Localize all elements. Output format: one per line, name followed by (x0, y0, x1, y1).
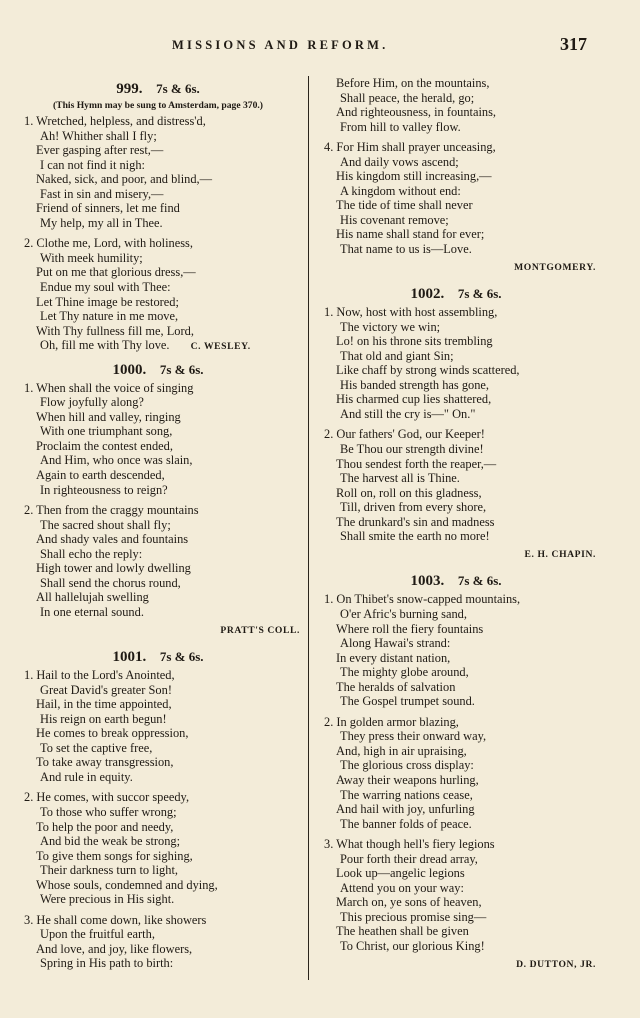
verse-line: Whose souls, condemned and dying, (36, 877, 218, 892)
verse-line: To those who suffer wrong; (40, 804, 177, 819)
verse-line: In righteousness to reign? (40, 482, 168, 497)
verse-line: Shall echo the reply: (40, 546, 143, 561)
hymn-heading (16, 80, 300, 98)
hymn-meter: 7s & 6s. (159, 649, 204, 665)
verse (316, 140, 596, 256)
verse-line: Ah! Whither shall I fly; (40, 128, 157, 143)
verse-line: With one triumphant song, (40, 424, 173, 439)
verse-line: And hail with joy, unfurling (336, 802, 475, 817)
verse-line: The mighty globe around, (340, 665, 469, 680)
verse-line: Thou sendest forth the reaper,— (336, 456, 497, 471)
verse-line: In one eternal sound. (40, 604, 144, 619)
verse-line: The warring nations cease, (340, 787, 473, 802)
verse-line: Ever gasping after rest,— (36, 143, 164, 158)
verse-line: That name to us is—Love. (340, 242, 472, 257)
verse-line: Proclaim the contest ended, (36, 438, 173, 453)
verse-line: From hill to valley flow. (340, 119, 461, 134)
verse-line: Shall peace, the herald, go; (340, 90, 475, 105)
verse (316, 837, 596, 953)
verse-line: 1. When shall the voice of singing (24, 380, 194, 395)
verse-line: His banded strength has gone, (340, 377, 490, 392)
verse-line: 1. Now, host with host assembling, (324, 305, 498, 320)
verse-line: The glorious cross display: (340, 758, 474, 773)
verse-line: The banner folds of peace. (340, 816, 472, 831)
verse (16, 236, 300, 354)
hymn-author: PRATT'S COLL. (220, 624, 300, 636)
verse-line: Be Thou our strength divine! (340, 442, 484, 457)
verse-line: To give them songs for sighing, (36, 848, 193, 863)
verse (16, 913, 300, 971)
verse (16, 114, 300, 230)
verse-line: And rule in equity. (40, 769, 133, 784)
verse-line: To help the poor and needy, (36, 819, 174, 834)
verse-line: Naked, sick, and poor, and blind,— (36, 172, 213, 187)
verse-line: The drunkard's sin and madness (336, 514, 495, 529)
verse-line: All hallelujah swelling (36, 590, 149, 605)
verse-line: Endue my soul with Thee: (40, 280, 171, 295)
verse-line: Lo! on his throne sits trembling (336, 334, 493, 349)
hymn-number: 1000. (112, 361, 147, 378)
page-number: 317 (560, 34, 587, 54)
running-title: MISSIONS AND REFORM. (172, 38, 389, 52)
hymn-1000 (16, 361, 300, 638)
page-header (0, 34, 640, 58)
hymn-1002 (316, 285, 596, 562)
hymn-number: 1002. (410, 286, 445, 303)
verse-line: Spring in His path to birth: (40, 956, 174, 971)
verse-line: Were precious in His sight. (40, 892, 175, 907)
verse-line: With meek humility; (40, 250, 143, 265)
verse-line: Where roll the fiery fountains (336, 621, 484, 636)
verse (316, 427, 596, 543)
column-divider (308, 76, 309, 980)
hymn-999 (16, 80, 300, 355)
verse-line: 1. On Thibet's snow-capped mountains, (324, 592, 521, 607)
verse-line: 3. What though hell's fiery legions (324, 837, 495, 852)
hymn-heading (16, 648, 300, 666)
verse (16, 503, 300, 619)
hymn-author: C. WESLEY. (190, 341, 251, 353)
verse-line: And love, and joy, like flowers, (36, 941, 193, 956)
verse (16, 790, 300, 906)
verse-line: The Gospel trumpet sound. (340, 694, 475, 709)
verse-line: To Christ, our glorious King! (340, 938, 485, 953)
verse-line: The heathen shall be given (336, 924, 469, 939)
hymn-heading (16, 361, 300, 379)
verse (316, 592, 596, 708)
verse-line: And daily vows ascend; (340, 154, 459, 169)
verse-line: Look up—angelic legions (336, 866, 465, 881)
verse-line: And still the cry is—" On." (340, 406, 476, 421)
verse-line: And shady vales and fountains (36, 532, 189, 547)
verse-line: Like chaff by strong winds scattered, (336, 363, 520, 378)
verse (316, 305, 596, 421)
verse (316, 76, 596, 134)
verse-line: Great David's greater Son! (40, 682, 172, 697)
hymn-meter: 7s & 6s. (457, 573, 502, 589)
verse-line: Roll on, roll on this gladness, (336, 485, 482, 500)
tune-note: (This Hymn may be sung to Amsterdam, page 370.) (52, 100, 263, 111)
verse-line: Along Hawai's strand: (340, 636, 451, 651)
verse-line: His charmed cup lies shattered, (336, 392, 492, 407)
verse-line: Let Thine image be restored; (36, 294, 179, 309)
verse-line: Attend you on your way: (340, 880, 464, 895)
verse-line: Shall smite the earth no more! (340, 529, 490, 544)
verse-line: Before Him, on the mountains, (336, 76, 490, 90)
verse-line: Put on me that glorious dress,— (36, 265, 196, 280)
verse-line: 1. Wretched, helpless, and distress'd, (24, 114, 206, 128)
verse-line: The heralds of salvation (336, 679, 456, 694)
hymn-1003 (316, 572, 596, 972)
verse (16, 381, 300, 497)
verse-line: And, high in air upraising, (336, 743, 467, 758)
hymn-1001-continued (316, 76, 596, 275)
hymn-number: 1001. (112, 649, 147, 666)
left-column (16, 76, 300, 977)
hymn-number: 1003. (410, 573, 445, 590)
hymn-meter: 7s & 6s. (457, 286, 502, 302)
verse-line: His kingdom still increasing,— (336, 169, 492, 184)
verse-line: Fast in sin and misery,— (40, 186, 164, 201)
verse-line: Let Thy nature in me move, (40, 309, 179, 324)
verse-line: And Him, who once was slain, (40, 453, 193, 468)
hymn-meter: 7s & 6s. (159, 361, 204, 377)
verse-line: Hail, in the time appointed, (36, 697, 172, 712)
verse-line: Pour forth their dread array, (340, 851, 478, 866)
verse-line: 1. Hail to the Lord's Anointed, (24, 668, 175, 683)
verse-line: March on, ye sons of heaven, (336, 895, 482, 910)
verse-line: High tower and lowly dwelling (36, 561, 191, 576)
verse-line: They press their onward way, (340, 729, 487, 744)
verse-line: His covenant remove; (340, 212, 449, 227)
verse-line: That old and giant Sin; (340, 348, 454, 363)
verse-line: A kingdom without end: (340, 183, 461, 198)
verse-line: Upon the fruitful earth, (40, 927, 155, 942)
hymn-heading (316, 285, 596, 303)
verse-line (16, 338, 300, 355)
hymn-author: E. H. CHAPIN. (524, 548, 596, 560)
verse-line: 4. For Him shall prayer unceasing, (324, 140, 496, 155)
verse (16, 668, 300, 784)
verse-line: 2. Then from the craggy mountains (24, 503, 199, 518)
hymn-number: 999. (116, 81, 143, 97)
verse-line: I can not find it nigh: (40, 157, 145, 172)
verse-line: This precious promise sing— (340, 909, 487, 924)
hymn-1001 (16, 648, 300, 971)
verse-line: The sacred shout shall fly; (40, 517, 171, 532)
verse-line: The victory we win; (340, 319, 441, 334)
right-column (316, 76, 596, 982)
hymn-heading (316, 572, 596, 590)
verse-line: And bid the weak be strong; (40, 834, 181, 849)
verse (316, 715, 596, 831)
verse-line: With Thy fullness fill me, Lord, (36, 323, 194, 338)
verse-line: Friend of sinners, let me find (36, 201, 180, 216)
verse-line: He comes to break oppression, (36, 726, 189, 741)
hymn-meter: 7s & 6s. (156, 81, 200, 96)
verse-line: Their darkness turn to light, (40, 863, 178, 878)
verse-line: 2. Our fathers' God, our Keeper! (324, 427, 485, 442)
verse-line: In every distant nation, (336, 650, 451, 665)
verse-line: The harvest all is Thine. (340, 471, 460, 486)
verse-line: Flow joyfully along? (40, 395, 144, 410)
verse-line-text: Oh, fill me with Thy love. (40, 338, 170, 353)
verse-line: 2. In golden armor blazing, (324, 714, 459, 729)
verse-line: My help, my all in Thee. (40, 215, 163, 230)
verse-line: To set the captive free, (40, 740, 153, 755)
hymn-author: D. DUTTON, JR. (516, 958, 596, 970)
verse-line: To take away transgression, (36, 755, 174, 770)
verse-line: Till, driven from every shore, (340, 500, 487, 515)
verse-line: His name shall stand for ever; (336, 227, 485, 242)
verse-line: 2. Clothe me, Lord, with holiness, (24, 236, 193, 251)
verse-line: Shall send the chorus round, (40, 575, 181, 590)
verse-line: Away their weapons hurling, (336, 772, 479, 787)
verse-line: Again to earth descended, (36, 468, 165, 483)
verse-line: 2. He comes, with succor speedy, (24, 790, 190, 805)
verse-line: 3. He shall come down, like showers (24, 912, 207, 927)
hymn-author: MONTGOMERY. (514, 261, 596, 273)
verse-line: O'er Afric's burning sand, (340, 606, 467, 621)
verse-line: His reign on earth begun! (40, 711, 167, 726)
verse-line: And righteousness, in fountains, (336, 105, 497, 120)
verse-line: When hill and valley, ringing (36, 409, 181, 424)
verse-line: The tide of time shall never (336, 198, 473, 213)
